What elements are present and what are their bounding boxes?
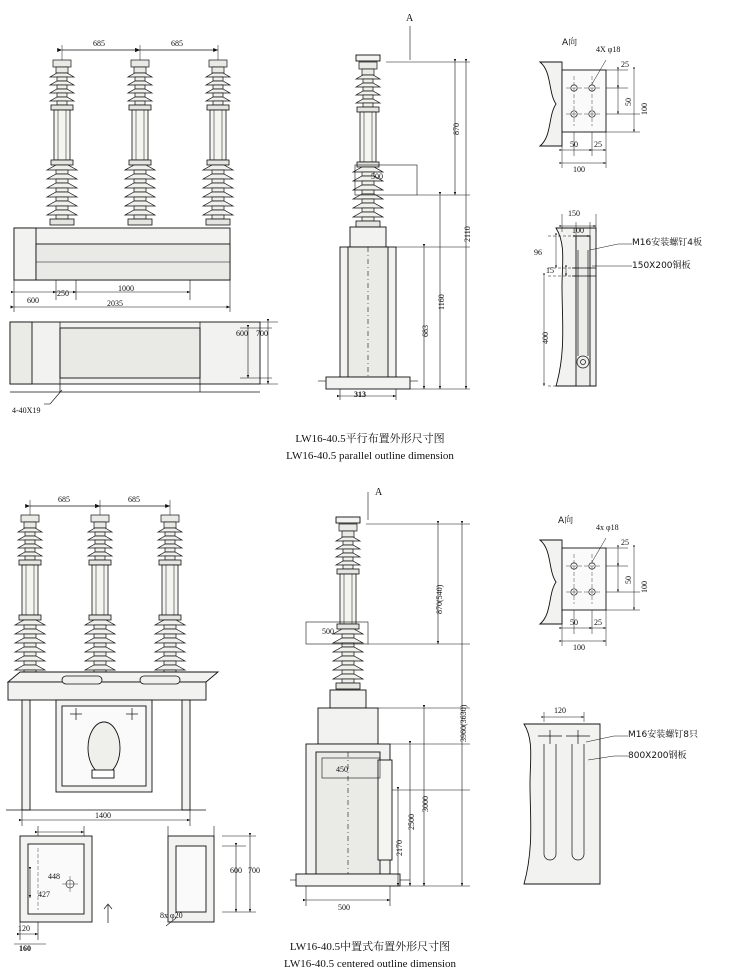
dim-100-plate: 100 xyxy=(572,226,584,235)
dim-50-bottom-a: 50 xyxy=(570,140,578,149)
dim-2110-top: 2110 xyxy=(463,226,472,242)
dim-3000-bottom: 3000 xyxy=(421,796,430,812)
dim-685-left-top: 685 xyxy=(93,39,105,48)
section-mark-a-top: A xyxy=(406,13,414,24)
view-label-a-top: A向 xyxy=(562,38,578,48)
dim-25-top-a2: 25 xyxy=(621,538,629,547)
dim-100-bottom-a: 100 xyxy=(573,165,585,174)
hole-note-top: 4X φ18 xyxy=(596,45,621,54)
dim-100-bottom-a2: 100 xyxy=(573,643,585,652)
dim-700-plan: 700 xyxy=(248,866,260,875)
note-4-40x19: 4-40X19 xyxy=(12,406,41,415)
dim-600-plan: 600 xyxy=(230,866,242,875)
dim-500-bottom: 500 xyxy=(338,903,350,912)
dim-25-bottom-a: 25 xyxy=(594,140,602,149)
dim-600-top: 600 xyxy=(27,296,39,305)
dim-683-top: 683 xyxy=(421,325,430,337)
dim-870-540: 870(540) xyxy=(435,584,444,614)
dim-3960-3630: 3960(3630) xyxy=(459,704,468,742)
dim-500-top-bottom: 500 xyxy=(322,627,334,636)
dim-685-right-bottom: 685 xyxy=(128,495,140,504)
dim-600-side-top: 600 xyxy=(236,329,248,338)
dim-100-right-a: 100 xyxy=(640,103,649,115)
note-steel-plate-bottom: 800X200钢板 xyxy=(628,751,687,761)
caption-bottom-en: LW16-40.5 centered outline dimension xyxy=(283,958,457,970)
dim-120-plate-bottom: 120 xyxy=(554,706,566,715)
dim-150-plate: 150 xyxy=(568,209,580,218)
note-m16-bolt-top: M16安装螺钉4板 xyxy=(632,238,702,248)
dim-2035-top: 2035 xyxy=(107,299,123,308)
dim-1400-bottom: 1400 xyxy=(95,811,111,820)
dim-250-top: 250 xyxy=(57,289,69,298)
dim-120-plan: 120 xyxy=(18,924,30,933)
hole-note-bottom: 4x φ18 xyxy=(596,523,619,532)
dim-2170-bottom: 2170 xyxy=(395,840,404,856)
dim-870-top: 870 xyxy=(452,123,461,135)
dim-700-side-top: 700 xyxy=(256,329,268,338)
dim-15-plate: 15 xyxy=(546,266,554,275)
dim-448-plan: 448 xyxy=(48,872,60,881)
dim-100-right-a2: 100 xyxy=(640,581,649,593)
dim-160-plan: 160 xyxy=(19,944,31,953)
dim-1000-top: 1000 xyxy=(118,284,134,293)
dim-25-bottom-a2: 25 xyxy=(594,618,602,627)
caption-top-cn: LW16-40.5平行布置外形尺寸图 xyxy=(295,433,445,445)
dim-400-plate: 400 xyxy=(541,332,550,344)
dim-96-plate: 96 xyxy=(534,248,542,257)
dim-313-top: 313 xyxy=(354,390,366,399)
note-m16-bolt-bottom: M16安装螺钉8只 xyxy=(628,730,698,740)
dim-2500-bottom: 2500 xyxy=(407,814,416,830)
view-label-a-bottom: A向 xyxy=(558,516,574,526)
section-mark-a-bottom: A xyxy=(375,487,383,498)
dim-25-top-a: 25 xyxy=(621,60,629,69)
dim-500-top: 500 xyxy=(371,172,383,181)
dim-50-right-a: 50 xyxy=(624,98,633,106)
dim-685-left-bottom: 685 xyxy=(58,495,70,504)
caption-top-en: LW16-40.5 parallel outline dimension xyxy=(286,450,454,462)
dim-685-right-top: 685 xyxy=(171,39,183,48)
dim-50-bottom-a2: 50 xyxy=(570,618,578,627)
note-copper-plate-top: 150X200铜板 xyxy=(632,261,691,271)
dim-427-plan: 427 xyxy=(38,890,50,899)
dim-50-right-a2: 50 xyxy=(624,576,633,584)
dim-1160-top: 1160 xyxy=(437,294,446,310)
dim-450-bottom: 450 xyxy=(336,765,348,774)
note-8x20-plan: 8x φ20 xyxy=(160,911,183,920)
caption-bottom-cn: LW16-40.5中置式布置外形尺寸图 xyxy=(289,941,451,953)
